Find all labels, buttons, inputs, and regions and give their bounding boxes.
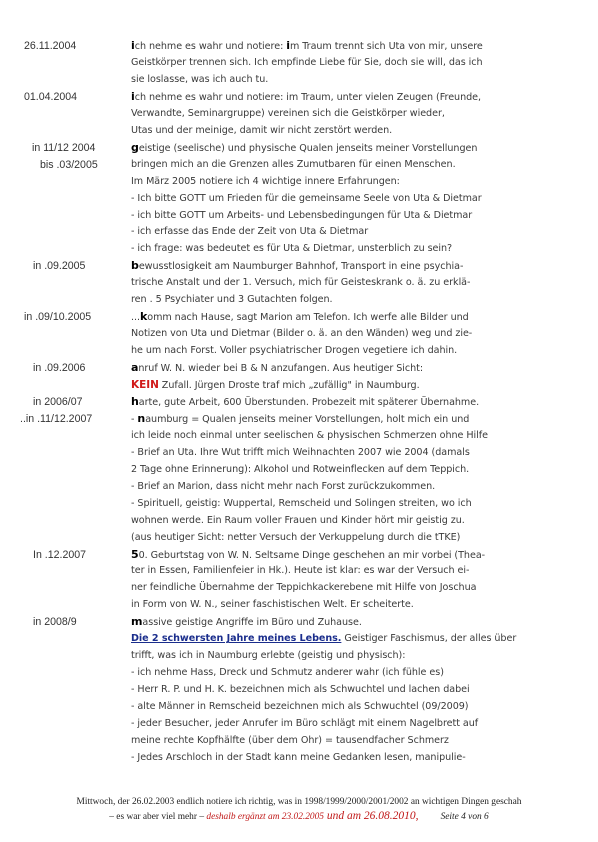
entry-date: in 2006/07 xyxy=(33,395,83,408)
journal-line xyxy=(0,123,598,139)
entry-text xyxy=(131,377,593,393)
journal-line xyxy=(0,89,598,105)
initial-letter: m xyxy=(131,615,143,629)
journal-line xyxy=(0,377,598,393)
journal-line xyxy=(0,326,598,342)
entry-date: ..in .11/12.2007 xyxy=(20,412,93,425)
heading-underlined: Die 2 schwersten Jahre meines Lebens. xyxy=(131,633,342,645)
journal-line xyxy=(0,699,598,715)
line-text: - alte Männer in Remscheid bezeichnen mich als Schwuchtel (09/2009) xyxy=(131,701,469,712)
journal-line xyxy=(0,648,598,664)
entry-text xyxy=(131,292,593,308)
entry-text xyxy=(131,140,593,156)
line-text: ch nehme es wahr und notiere: im Traum, unter vielen Zeugen (Freunde, xyxy=(134,91,481,103)
entry-text xyxy=(131,241,593,257)
line-prefix: ... xyxy=(131,312,140,324)
entry-text xyxy=(131,224,593,240)
journal-line xyxy=(0,241,598,257)
journal-line xyxy=(0,258,598,274)
initial-letter: k xyxy=(140,310,148,324)
journal-line xyxy=(0,750,598,766)
entry-text xyxy=(131,394,593,410)
journal-line xyxy=(0,275,598,291)
entry-text xyxy=(131,309,593,325)
line-text: - Jedes Arschloch in der Stadt kann meine Gedanken lesen, manipulie- xyxy=(131,751,466,763)
journal-line xyxy=(0,157,598,173)
entry-text xyxy=(131,530,593,546)
journal-line xyxy=(0,479,598,495)
line-text: he um nach Forst. Voller psychiatrischer Drogen vegetiere ich dahin. xyxy=(131,345,458,357)
entry-text xyxy=(131,174,593,190)
entry-text xyxy=(131,479,593,495)
entry-text xyxy=(131,326,593,342)
journal-line xyxy=(0,191,598,207)
entry-text xyxy=(131,275,593,291)
line-text: ner feindliche Übernahme der Teppichkackerebene mit Hilfe von Joschua xyxy=(131,582,477,594)
journal-line xyxy=(0,72,598,88)
entry-text xyxy=(131,580,593,596)
entry-date: 01.04.2004 xyxy=(24,90,78,103)
line-text: ren . 5 Psychiater und 3 Gutachten folgen. xyxy=(131,294,333,306)
journal-line xyxy=(0,631,598,647)
line-text: ich leide noch einmal unter seelischen & physischen Schmerzen ohne Hilfe xyxy=(131,429,488,441)
entry-date: in .09/10.2005 xyxy=(24,311,92,324)
line-text: - Spirituell, geistig: Wuppertal, Remscheid und Solingen streiten, wo ich xyxy=(131,497,472,509)
journal-line xyxy=(0,208,598,224)
entry-text xyxy=(131,38,593,54)
entry-text xyxy=(131,631,593,647)
journal-line xyxy=(0,580,598,596)
entry-text xyxy=(131,428,593,444)
line-text: Im März 2005 notiere ich 4 wichtige innere Erfahrungen: xyxy=(131,175,400,187)
journal-line xyxy=(0,343,598,359)
initial-letter: h xyxy=(131,394,139,408)
entry-text xyxy=(131,496,593,512)
line-text: Verwandte, Seminargruppe) vereinen sich die Geistkörper wieder, xyxy=(131,107,445,119)
line-text: - jeder Besucher, jeder Anrufer im Büro schlägt mit einem Nagelbrett auf xyxy=(131,718,479,729)
journal-line xyxy=(0,360,598,376)
line-text: - ich bitte GOTT um Arbeits- und Lebensbedingungen für Uta & Dietmar xyxy=(131,209,473,221)
journal-line xyxy=(0,174,598,190)
journal-line xyxy=(0,682,598,698)
entry-text xyxy=(131,716,593,732)
line-text: aumburg = Qualen jenseits meiner Vorstellungen, holt mich ein und xyxy=(145,413,470,425)
footer-text: – es war aber viel mehr – xyxy=(109,812,207,822)
journal-line xyxy=(0,513,598,529)
line-text: Utas und der meinige, damit wir nicht zerstört werden. xyxy=(131,124,393,136)
journal-line xyxy=(0,530,598,546)
entry-text xyxy=(131,89,593,105)
entry-text xyxy=(131,563,593,579)
journal-line xyxy=(0,38,598,54)
line-text: ewusstlosigkeit am Naumburger Bahnhof, Transport in eine psychia- xyxy=(138,261,464,273)
line-text: trische Anstalt und der 1. Versuch, mich für Geisteskrank o. ä. zu erklä- xyxy=(131,277,471,289)
line-text: 2 Tage ohne Erinnerung): Alkohol und Rotweinflecken auf dem Teppich. xyxy=(131,463,470,475)
line-text: ter in Essen, Familienfeier in Hk.). Heute ist klar: es war der Versuch ei- xyxy=(131,565,470,577)
entry-text xyxy=(131,682,593,698)
initial-letter: i xyxy=(286,39,290,52)
entry-text xyxy=(131,157,593,173)
entry-text xyxy=(131,343,593,359)
footer-supplement-2005: deshalb ergänzt am 23.02.2005 xyxy=(206,812,324,822)
line-text: eistige (seelische) und physische Qualen jenseits meiner Vorstellungen xyxy=(138,142,478,154)
line-text: sie loslasse, was ich auch tu. xyxy=(131,73,269,85)
line-prefix: - xyxy=(131,413,138,425)
journal-line xyxy=(0,309,598,325)
journal-line xyxy=(0,224,598,240)
line-text: - ich frage: was bedeutet es für Uta & Dietmar, unsterblich zu sein? xyxy=(131,243,453,255)
line-text: m Traum trennt sich Uta von mir, unsere xyxy=(289,41,483,52)
journal-line xyxy=(0,496,598,512)
entry-date: 26.11.2004 xyxy=(24,40,77,52)
footer-supplement-2010: und am 26.08.2010, xyxy=(324,810,419,822)
entry-text xyxy=(131,665,593,681)
journal-line xyxy=(0,733,598,749)
line-text: ch nehme es wahr und notiere: xyxy=(134,41,287,52)
entry-text xyxy=(131,547,593,563)
line-text: meine rechte Kopfhälfte (über dem Ohr) = tausendfacher Schmerz xyxy=(131,734,449,746)
initial-letter: g xyxy=(131,140,139,154)
journal-line xyxy=(0,597,598,613)
line-text: - Ich bitte GOTT um Frieden für die gemeinsame Seele von Uta & Dietmar xyxy=(131,192,482,204)
entry-text xyxy=(131,360,593,376)
entry-text xyxy=(131,597,593,613)
entry-text xyxy=(131,208,593,224)
line-text: wohnen werde. Ein Raum voller Frauen und Kinder hört mir geistig zu. xyxy=(131,514,465,526)
initial-letter: i xyxy=(131,39,135,52)
entry-date-end: bis .03/2005 xyxy=(40,158,98,171)
entry-date: In .12.2007 xyxy=(33,548,87,561)
line-text: - ich erfasse das Ende der Zeit von Uta & Dietmar xyxy=(131,226,369,238)
line-text: Zufall. Jürgen Droste traf mich „zufällig" in Naumburg. xyxy=(158,380,420,391)
footer-line-2 xyxy=(0,810,598,822)
journal-line xyxy=(0,394,598,410)
entry-text xyxy=(131,72,593,88)
entry-text xyxy=(131,750,593,766)
journal-line xyxy=(0,106,598,122)
line-text: - Herr R. P. und H. K. bezeichnen mich als Schwuchtel und lachen dabei xyxy=(131,684,470,696)
entry-date: in 11/12 2004 xyxy=(32,141,96,154)
entry-text xyxy=(131,258,593,274)
journal-line xyxy=(0,292,598,308)
journal-line xyxy=(0,428,598,444)
entry-date: in 2008/9 xyxy=(33,616,77,629)
entry-text xyxy=(131,513,593,529)
line-text: - Brief an Uta. Ihre Wut trifft mich Weihnachten 2007 wie 2004 (damals xyxy=(131,446,470,458)
line-text: Geistiger Faschismus, der alles über xyxy=(341,633,517,645)
journal-line xyxy=(0,716,598,732)
line-text: - Brief an Marion, dass nicht mehr nach Forst zurückzukommen. xyxy=(131,480,436,492)
line-text: omm nach Hause, sagt Marion am Telefon. Ich werfe alle Bilder und xyxy=(147,312,469,324)
entry-text xyxy=(131,191,593,207)
entry-text xyxy=(131,445,593,461)
line-text: trifft, was ich in Naumburg erlebte (geistig und physisch): xyxy=(131,650,406,662)
entry-text xyxy=(131,648,593,664)
journal-line xyxy=(0,614,598,630)
line-text: 0. Geburtstag von W. N. Seltsame Dinge geschehen an mir vorbei (Thea- xyxy=(138,549,486,561)
journal-line xyxy=(0,140,598,156)
entry-text xyxy=(131,614,593,630)
entry-text xyxy=(131,55,593,71)
entry-date: in .09.2005 xyxy=(33,260,86,273)
entry-text xyxy=(131,411,593,427)
line-text: Geistkörper trennen sich. Ich empfinde Liebe für Sie, doch sie will, das ich xyxy=(131,57,483,68)
journal-line xyxy=(0,445,598,461)
page-number: Seite 4 von 6 xyxy=(440,812,489,822)
entry-text xyxy=(131,699,593,715)
line-text: Notizen von Uta und Dietmar (Bilder o. ä. an den Wänden) weg und zie- xyxy=(131,328,473,340)
line-text: assive geistige Angriffe im Büro und Zuhause. xyxy=(142,617,362,629)
entry-text xyxy=(131,106,593,122)
entry-date: in .09.2006 xyxy=(33,362,86,375)
initial-letter: a xyxy=(131,361,139,375)
initial-letter: n xyxy=(137,411,146,425)
journal-line xyxy=(0,547,598,563)
line-text: arte, gute Arbeit, 600 Überstunden. Probezeit mit späterer Übernahme. xyxy=(138,396,480,408)
initial-letter: 5 xyxy=(131,547,139,561)
journal-line xyxy=(0,665,598,681)
journal-line xyxy=(0,563,598,579)
journal-line xyxy=(0,411,598,427)
entry-text xyxy=(131,123,593,139)
initial-letter: i xyxy=(131,89,135,103)
initial-letter: b xyxy=(131,259,139,273)
journal-line xyxy=(0,55,598,71)
line-text: bringen mich an die Grenzen alles Zumutbaren für einen Menschen. xyxy=(131,158,456,170)
journal-line xyxy=(0,462,598,478)
footer-line-1: Mittwoch, der 26.02.2003 endlich notiere ich richtig, was in 1998/1999/2000/2001/2002 an wichtigen Dingen geschah xyxy=(76,797,522,807)
line-text: (aus heutiger Sicht: netter Versuch der Verkuppelung durch die tTKE) xyxy=(131,531,461,543)
line-text: - ich nehme Hass, Dreck und Schmutz anderer wahr (ich fühle es) xyxy=(131,667,444,679)
entry-text xyxy=(131,462,593,478)
emphasis-red: KEIN xyxy=(131,379,159,391)
entry-text xyxy=(131,733,593,749)
line-text: in Form von W. N., seiner faschistischen Welt. Er scheiterte. xyxy=(131,599,414,611)
line-text: nruf W. N. wieder bei B & N anzufangen. Aus heutiger Sicht: xyxy=(138,363,424,375)
